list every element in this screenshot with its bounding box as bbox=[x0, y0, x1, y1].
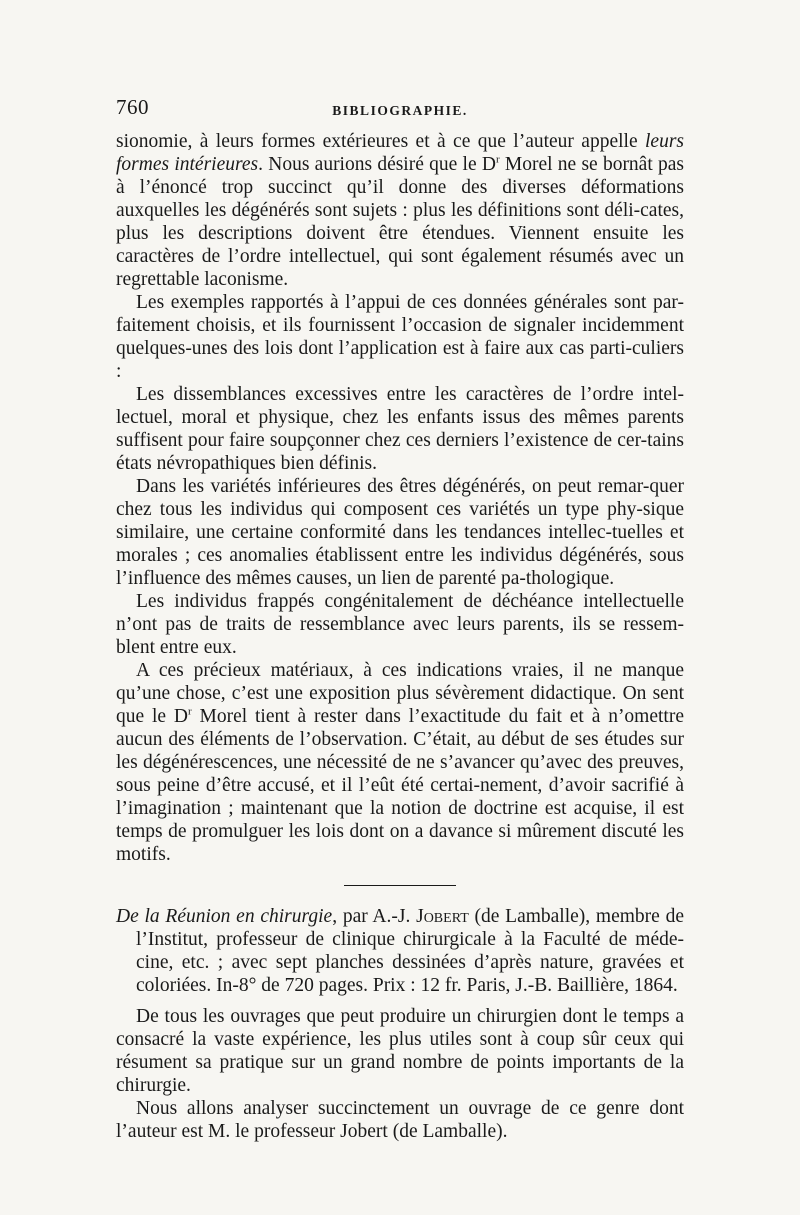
paragraph: Les dissemblances excessives entre les caractères de l’ordre intel-lectuel, moral et physique, chez les enfants issus des mêmes parents suffisent pour faire soupçonner chez ces derniers l’existence de cer-tains états névropathiques bien définis. bbox=[116, 384, 684, 474]
page-header bbox=[116, 96, 684, 124]
book-page bbox=[116, 96, 684, 1143]
paragraph: Les exemples rapportés à l’appui de ces données générales sont par-faitement choisis, et ils fournissent l’occasion de signaler incidemment quelques-unes des lois dont l’application est à faire aux cas parti-culiers : bbox=[116, 292, 684, 382]
book-title: De la Réunion en chirurgie bbox=[116, 906, 333, 927]
bibliographic-entry: De la Réunion en chirurgie, par A.-J. Jobert (de Lamballe), membre de l’Institut, professeur de clinique chirurgicale à la Faculté de méde-cine, etc. ; avec sept planches dessinées d’après nature, gravées et coloriées. In-8° de 720 pages. Prix : 12 fr. Paris, J.-B. Baillière, 1864. bbox=[116, 906, 684, 996]
paragraph: Les individus frappés congénitalement de déchéance intellectuelle n’ont pas de traits de ressemblance avec leurs parents, ils se ressem-blent entre eux. bbox=[116, 591, 684, 658]
section-divider bbox=[344, 885, 456, 886]
paragraph: Dans les variétés inférieures des êtres dégénérés, on peut remar-quer chez tous les individus qui composent ces variétés un type phy-sique similaire, une certaine conformité dans les tendances intellec-tuelles et morales ; ces anomalies établissent entre les individus dégénérés, sous l’influence des mêmes causes, un lien de parenté pa-thologique. bbox=[116, 476, 684, 589]
paragraph: A ces précieux matériaux, à ces indications vraies, il ne manque qu’une chose, c’est une exposition plus sévèrement didactique. On sent que le $D^r$ Morel tient à rester dans l’exactitude du fait et à n’omettre aucun des éléments de l’observation. C’était, au début de ses études sur les dégénérescences, une nécessité de ne s’avancer qu’avec des preuves, sous peine d’être accusé, et il l’eût été certai-nement, d’avoir sacrifié à l’imagination ; maintenant que la notion de doctrine est acquise, il est temps de promulguer les lois dont on a davance si mûrement discuté les motifs. bbox=[116, 660, 684, 865]
italic-phrase: leurs formes intérieures bbox=[116, 131, 684, 175]
paragraph-continued: sionomie, à leurs formes extérieures et à ce que l’auteur appelle leurs formes intérieures. Nous aurions désiré que le $D^r$ Morel ne se bornât pas à l’énoncé trop succinct qu’il donne des diverses déformations auxquelles les dégénérés sont sujets : plus les définitions sont déli-cates, plus les descriptions doivent être étendues. Viennent ensuite les caractères de l’ordre intellectuel, qui sont également résumés avec un regrettable laconisme. bbox=[116, 131, 685, 290]
page-number: 760 bbox=[116, 95, 149, 119]
author-name: Jobert bbox=[416, 906, 469, 927]
running-head: BIBLIOGRAPHIE. bbox=[332, 103, 468, 118]
review-paragraph: De tous les ouvrages que peut produire un chirurgien dont le temps a consacré la vaste expérience, les plus utiles sont à coup sûr ceux qui résument sa pratique sur un grand nombre de points importants de la chirurgie. bbox=[116, 1006, 684, 1096]
review-paragraph: Nous allons analyser succinctement un ouvrage de ce genre dont l’auteur est M. le professeur Jobert (de Lamballe). bbox=[116, 1098, 684, 1142]
